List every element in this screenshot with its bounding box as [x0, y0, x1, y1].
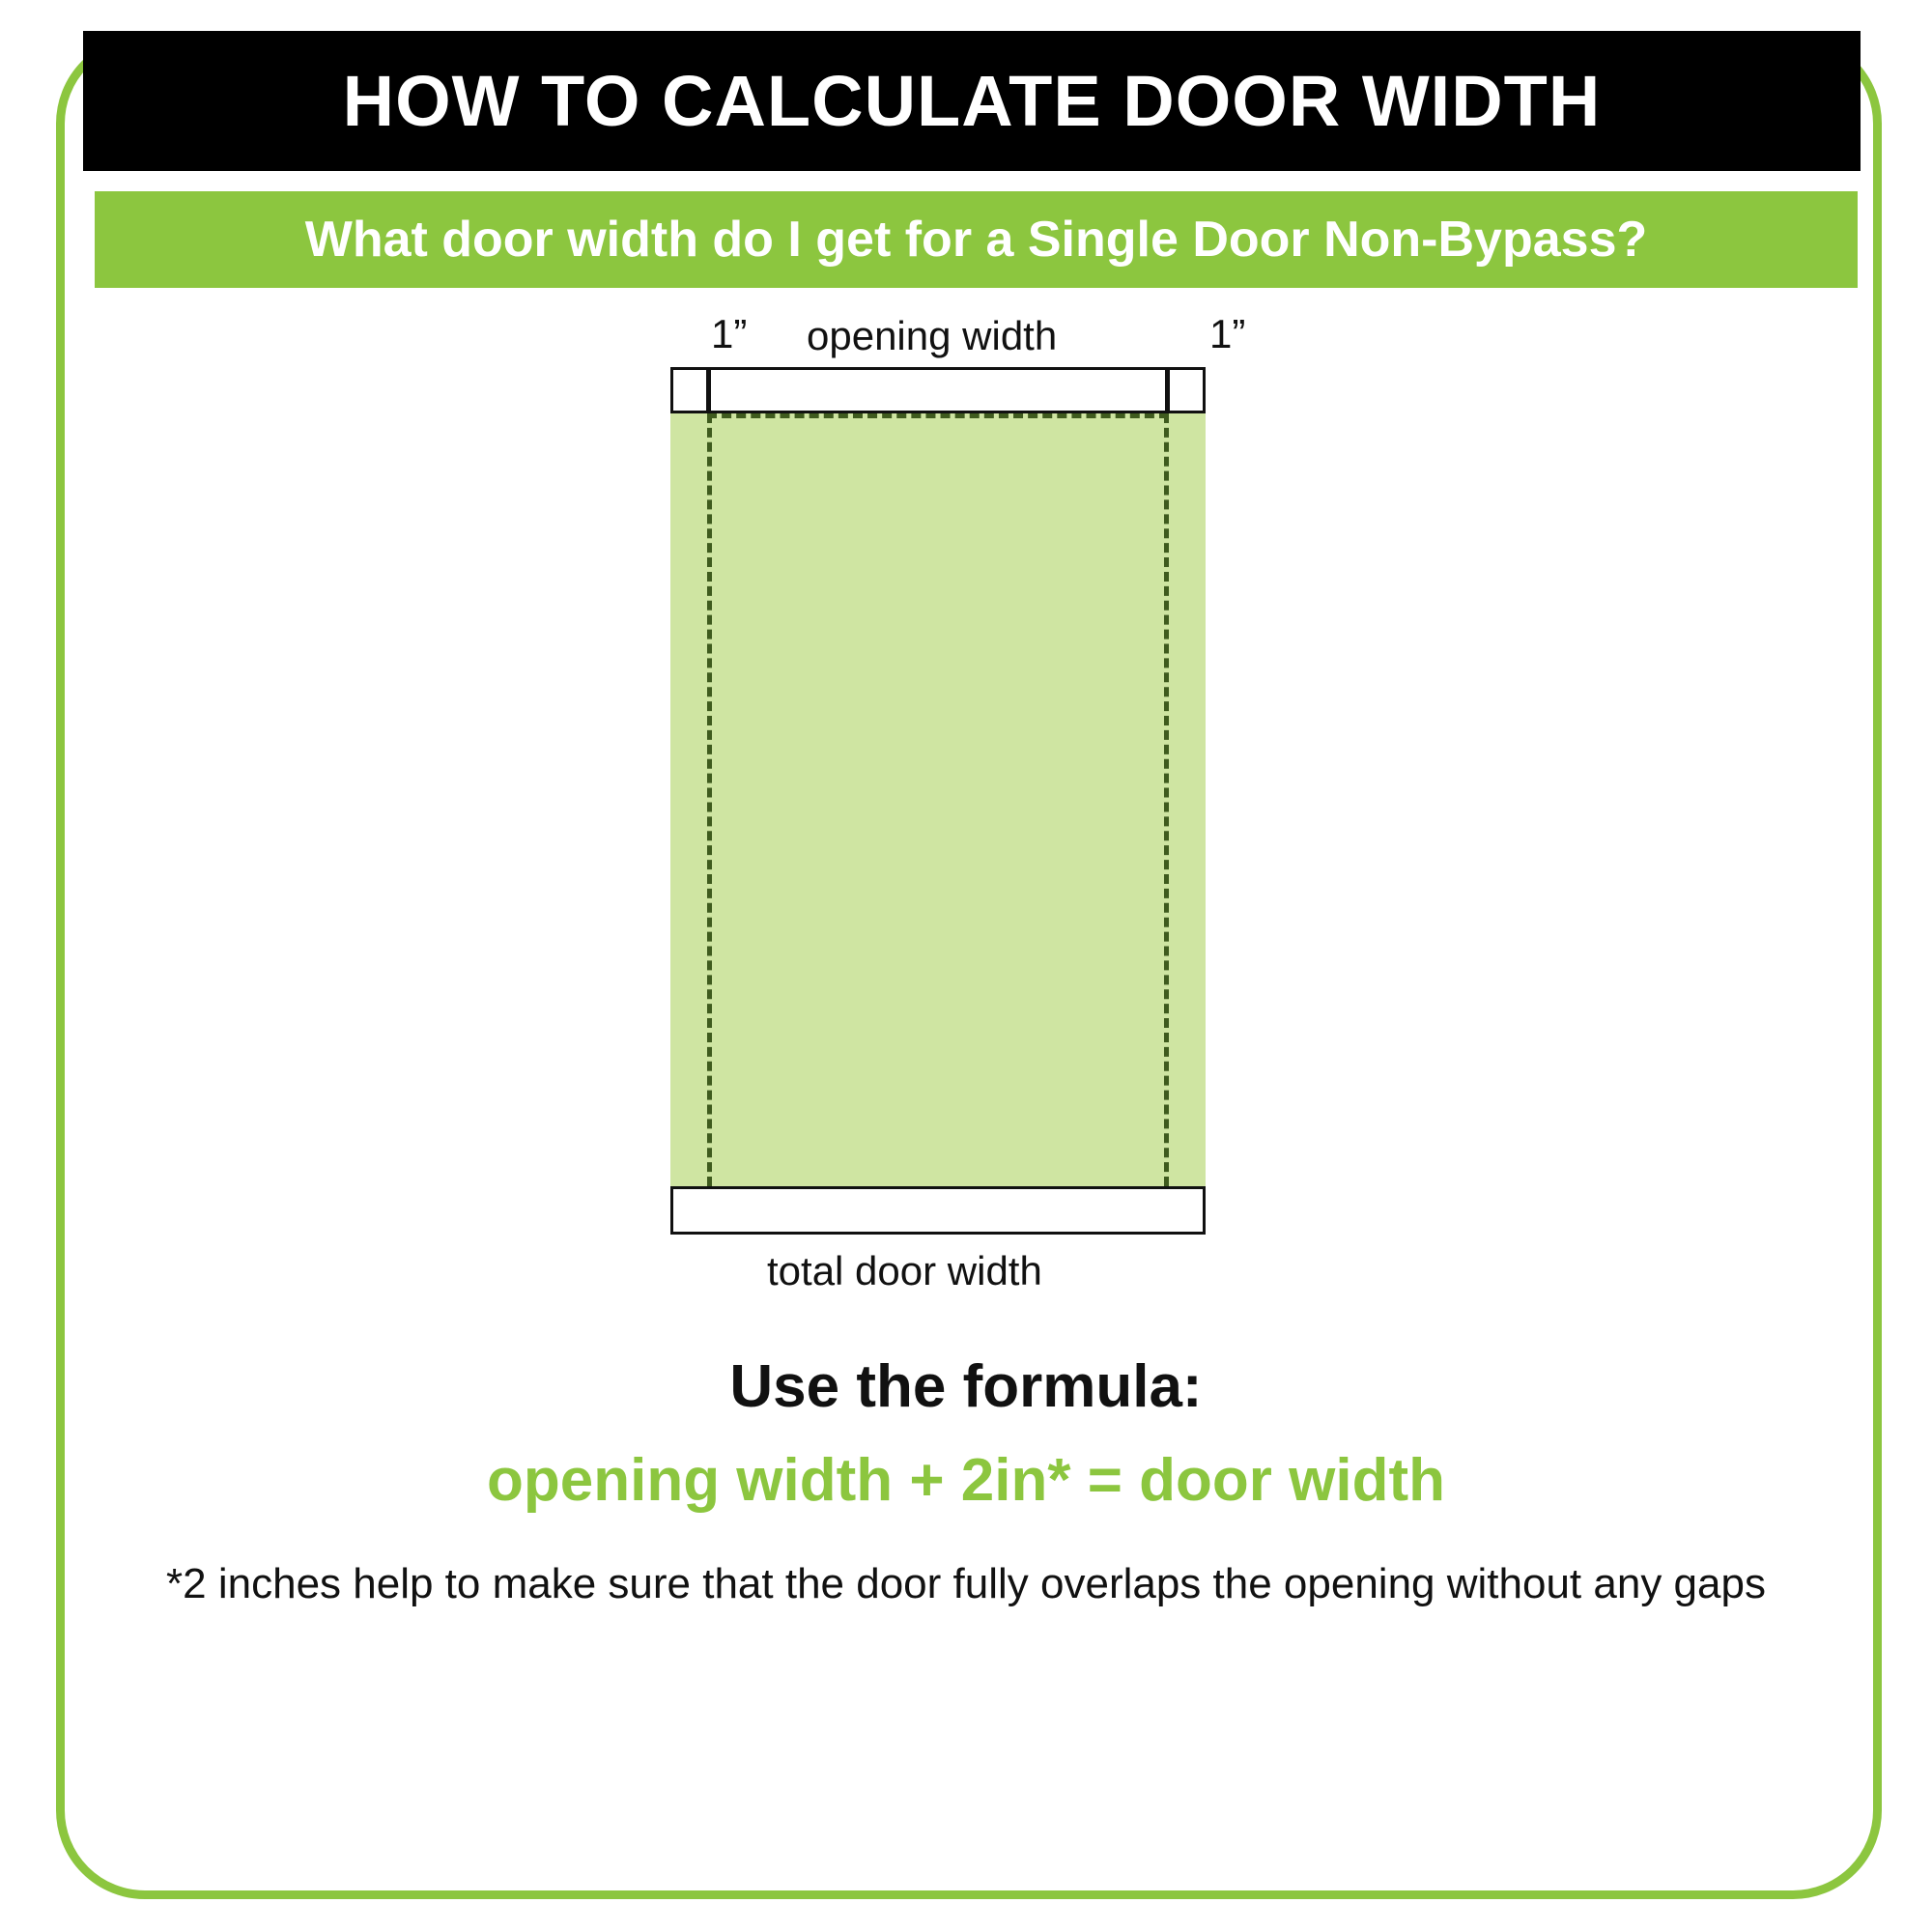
formula-section [0, 1352, 1932, 1611]
subtitle-text: What door width do I get for a Single Door Non-Bypass? [304, 212, 1648, 268]
right-overlap-tick [1167, 367, 1206, 413]
total-door-width-dimension-bar [670, 1186, 1206, 1235]
left-overlap-tick [670, 367, 709, 413]
page-title: HOW TO CALCULATE DOOR WIDTH [342, 60, 1602, 141]
formula-footnote: *2 inches help to make sure that the door fully overlaps the opening without any gaps [166, 1560, 1766, 1607]
right-inch-label: 1” [1209, 311, 1246, 356]
subtitle-banner [95, 191, 1858, 288]
formula-equation: opening width + 2in* = door width [487, 1447, 1445, 1514]
opening-outline-dashed [707, 413, 1169, 1186]
opening-width-label: opening width [807, 313, 1058, 358]
door-width-diagram [618, 299, 1314, 1323]
formula-heading: Use the formula: [729, 1353, 1203, 1420]
left-inch-label: 1” [711, 311, 748, 356]
title-banner [83, 31, 1861, 171]
opening-width-dimension-bar [708, 367, 1168, 413]
total-door-width-label: total door width [767, 1248, 1042, 1293]
